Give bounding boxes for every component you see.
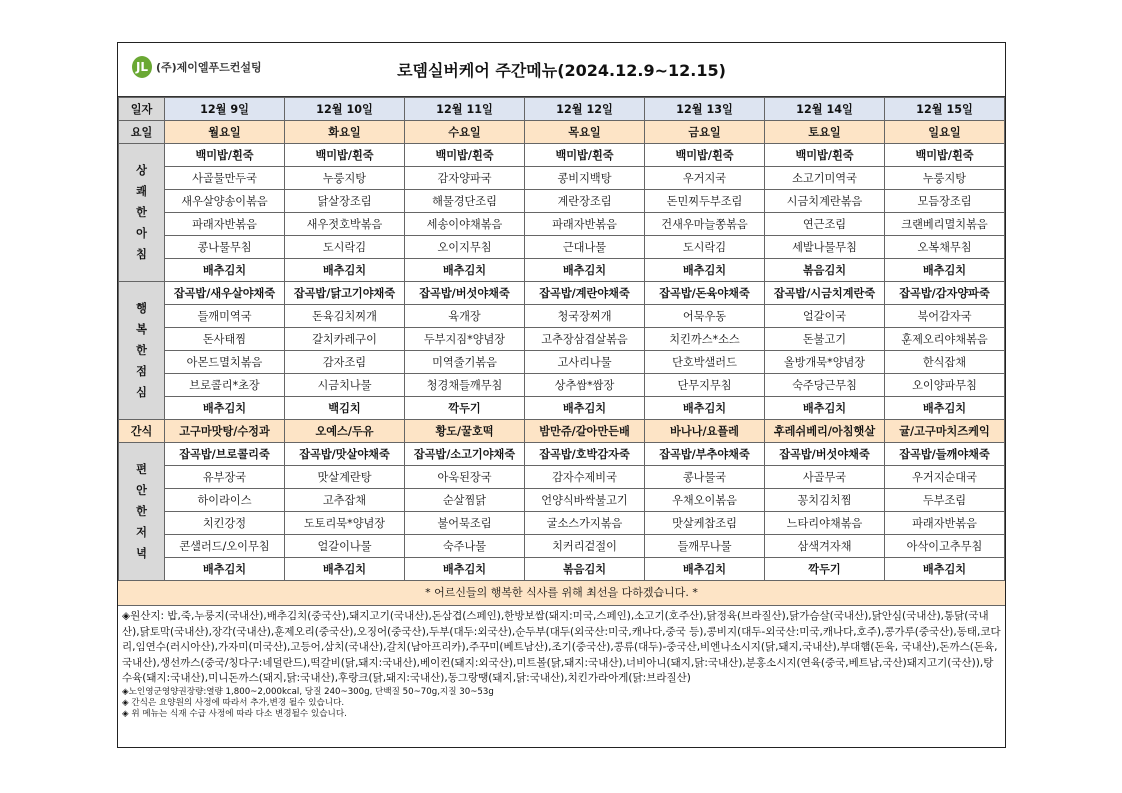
day-cell: 월요일	[165, 121, 285, 144]
breakfast-item: 사골물만두국	[165, 167, 285, 190]
dinner-item: 우거지순대국	[885, 466, 1005, 489]
dinner-item: 꽁치김치찜	[765, 489, 885, 512]
lunch-item: 잡곡밥/새우살야채죽	[165, 282, 285, 305]
lunch-item: 상추쌈*쌈장	[525, 374, 645, 397]
dinner-item: 파래자반볶음	[885, 512, 1005, 535]
breakfast-row	[119, 236, 1005, 259]
breakfast-item: 우거지국	[645, 167, 765, 190]
breakfast-item: 콩나물무침	[165, 236, 285, 259]
lunch-row	[119, 305, 1005, 328]
lunch-item: 얼갈이국	[765, 305, 885, 328]
dinner-item: 잡곡밥/맛살야채죽	[285, 443, 405, 466]
dinner-item: 굴소스가지볶음	[525, 512, 645, 535]
dinner-item: 잡곡밥/소고기야채죽	[405, 443, 525, 466]
lunch-item: 육개장	[405, 305, 525, 328]
day-cell: 수요일	[405, 121, 525, 144]
lunch-item: 배추김치	[525, 397, 645, 420]
dinner-item: 불어묵조림	[405, 512, 525, 535]
dinner-item: 콘샐러드/오이무침	[165, 535, 285, 558]
lunch-item: 잡곡밥/계란야채죽	[525, 282, 645, 305]
lunch-item: 배추김치	[885, 397, 1005, 420]
breakfast-item: 세발나물무침	[765, 236, 885, 259]
date-label: 일자	[119, 98, 165, 121]
lunch-item: 돈육김치찌개	[285, 305, 405, 328]
lunch-item: 청국장찌개	[525, 305, 645, 328]
lunch-row	[119, 397, 1005, 420]
dinner-item: 잡곡밥/버섯야채죽	[765, 443, 885, 466]
lunch-item: 감자조림	[285, 351, 405, 374]
breakfast-item: 파래자반볶음	[525, 213, 645, 236]
lunch-item: 아몬드멸치볶음	[165, 351, 285, 374]
date-cell: 12월 9일	[165, 98, 285, 121]
breakfast-item: 배추김치	[165, 259, 285, 282]
footer-notes	[118, 606, 1005, 723]
breakfast-item: 콩비지백탕	[525, 167, 645, 190]
lunch-item: 미역줄기볶음	[405, 351, 525, 374]
lunch-item: 배추김치	[765, 397, 885, 420]
lunch-item: 깍두기	[405, 397, 525, 420]
dinner-item: 배추김치	[645, 558, 765, 581]
dinner-item: 배추김치	[885, 558, 1005, 581]
breakfast-item: 세송이야채볶음	[405, 213, 525, 236]
lunch-label-char: 한	[136, 344, 147, 357]
lunch-item: 잡곡밥/버섯야채죽	[405, 282, 525, 305]
lunch-item: 올방개묵*양념장	[765, 351, 885, 374]
date-cell: 12월 12일	[525, 98, 645, 121]
breakfast-item: 배추김치	[405, 259, 525, 282]
breakfast-item: 감자양파국	[405, 167, 525, 190]
day-cell: 화요일	[285, 121, 405, 144]
dinner-item: 잡곡밥/브로콜리죽	[165, 443, 285, 466]
dinner-item: 두부조림	[885, 489, 1005, 512]
day-cell: 목요일	[525, 121, 645, 144]
dinner-item: 배추김치	[285, 558, 405, 581]
dinner-item: 사골무국	[765, 466, 885, 489]
breakfast-item: 닭살장조림	[285, 190, 405, 213]
breakfast-row	[119, 167, 1005, 190]
dinner-label-char: 저	[136, 526, 147, 539]
origin-info: ◈원산지: 밥,죽,누룽지(국내산),배추김치(중국산),돼지고기(국내산),돈삼겹(스페인),한방보쌈(돼지:미국,스페인),소고기(호주산),닭정육(브라질산),닭가슴살(국내산),닭안심(국내산),통닭(국내산),닭토막(국내산),장각(국내산),훈제오리(중국산),오징어(중국산),두부(대두:외국산),순두부(대두(외국산:미국,캐나다,중국 등),콩비지(대두-외국산:미국,캐나다,호주),콩가루(중국산),동태,코다리,임연수(러시아산),가자미(미국산),고등어,삼치(국내산),갈치(남아프리카),주꾸미(베트남산),조기(중국산),콩류(대두)-중국산,비엔나소시지(닭,돼지,국내산),부대햄(돈육, 국내산),돈까스(돈육,국내산),생선까스(중국/칭다구:네덜란드),떡갈비(닭,돼지:국내산),베이컨(돼지:외국산),미트볼(닭,돼지:국내산),너비아니(돼지,닭:국내산),분홍소시지(연육(중국,베트남,국산)돼지고기(국산)),탕수육(돼지:국내산),미니돈까스(돼지,닭:국내산),후랑크(닭,돼지:국내산),동그랑땡(돼지,닭:국내산),치킨가라아게(닭:브라질산)	[122, 610, 1001, 685]
breakfast-item: 배추김치	[885, 259, 1005, 282]
dinner-item: 우채오이볶음	[645, 489, 765, 512]
lunch-item: 고사리나물	[525, 351, 645, 374]
dinner-row	[119, 443, 1005, 466]
notice-banner: * 어르신들의 행복한 식사를 위해 최선을 다하겠습니다. *	[118, 581, 1005, 606]
lunch-item: 두부지짐*양념장	[405, 328, 525, 351]
breakfast-item: 배추김치	[285, 259, 405, 282]
snack-item: 후레쉬베리/아침햇살	[765, 420, 885, 443]
date-cell: 12월 15일	[885, 98, 1005, 121]
breakfast-item: 소고기미역국	[765, 167, 885, 190]
logo-mark-icon: JL	[132, 56, 152, 78]
breakfast-label-char: 쾌	[136, 185, 147, 198]
breakfast-item: 백미밥/흰죽	[765, 144, 885, 167]
dinner-item: 삼색겨자채	[765, 535, 885, 558]
breakfast-item: 연근조림	[765, 213, 885, 236]
lunch-item: 들깨미역국	[165, 305, 285, 328]
dinner-row	[119, 535, 1005, 558]
breakfast-label-char: 침	[136, 248, 147, 261]
breakfast-item: 오이지무침	[405, 236, 525, 259]
breakfast-item: 백미밥/흰죽	[885, 144, 1005, 167]
breakfast-item: 새우살양송이볶음	[165, 190, 285, 213]
dinner-row	[119, 466, 1005, 489]
dinner-item: 느타리야채볶음	[765, 512, 885, 535]
lunch-label-char: 점	[136, 365, 147, 378]
dinner-label-char: 안	[136, 484, 147, 497]
lunch-row	[119, 282, 1005, 305]
menu-change-note: ◈ 위 메뉴는 식재 수급 사정에 따라 다소 변경될수 있습니다.	[122, 708, 347, 719]
lunch-item: 배추김치	[165, 397, 285, 420]
snack-item: 바나나/요플레	[645, 420, 765, 443]
dinner-item: 고추잡채	[285, 489, 405, 512]
lunch-item: 오이양파무침	[885, 374, 1005, 397]
day-cell: 토요일	[765, 121, 885, 144]
dinner-item: 깍두기	[765, 558, 885, 581]
breakfast-item: 시금치계란볶음	[765, 190, 885, 213]
snack-item: 오예스/두유	[285, 420, 405, 443]
dinner-item: 순살찜닭	[405, 489, 525, 512]
lunch-item: 잡곡밥/돈육야채죽	[645, 282, 765, 305]
breakfast-item: 돈민찌두부조림	[645, 190, 765, 213]
dinner-item: 배추김치	[165, 558, 285, 581]
dinner-item: 맛살계란탕	[285, 466, 405, 489]
breakfast-label	[119, 144, 165, 282]
dinner-item: 치커리겉절이	[525, 535, 645, 558]
weekly-menu-table	[118, 97, 1005, 581]
breakfast-item: 백미밥/흰죽	[645, 144, 765, 167]
lunch-item: 잡곡밥/감자양파죽	[885, 282, 1005, 305]
dinner-item: 아삭이고추무침	[885, 535, 1005, 558]
date-cell: 12월 10일	[285, 98, 405, 121]
page-title: 로뎀실버케어 주간메뉴(2024.12.9~12.15)	[397, 61, 726, 80]
dinner-item: 맛살케찹조림	[645, 512, 765, 535]
lunch-item: 돈불고기	[765, 328, 885, 351]
breakfast-item: 배추김치	[645, 259, 765, 282]
lunch-item: 치킨까스*소스	[645, 328, 765, 351]
dinner-item: 하이라이스	[165, 489, 285, 512]
breakfast-item: 볶음김치	[765, 259, 885, 282]
lunch-item: 돈사태찜	[165, 328, 285, 351]
breakfast-item: 백미밥/흰죽	[405, 144, 525, 167]
lunch-item: 배추김치	[645, 397, 765, 420]
lunch-label-char: 심	[136, 386, 147, 399]
lunch-item: 단호박샐러드	[645, 351, 765, 374]
lunch-item: 청경채들깨무침	[405, 374, 525, 397]
date-cell: 12월 13일	[645, 98, 765, 121]
snack-item: 황도/꿀호떡	[405, 420, 525, 443]
day-cell: 일요일	[885, 121, 1005, 144]
breakfast-item: 파래자반볶음	[165, 213, 285, 236]
dinner-item: 잡곡밥/호박감자죽	[525, 443, 645, 466]
date-cell: 12월 14일	[765, 98, 885, 121]
days-row	[119, 121, 1005, 144]
snack-label: 간식	[119, 420, 165, 443]
breakfast-item: 모듬장조림	[885, 190, 1005, 213]
snack-row	[119, 420, 1005, 443]
dinner-item: 콩나물국	[645, 466, 765, 489]
snack-note: ◈ 간식은 요양원의 사정에 따라서 추가,변경 될수 있습니다.	[122, 697, 345, 708]
date-cell: 12월 11일	[405, 98, 525, 121]
menu-header	[118, 43, 1005, 97]
snack-item: 귤/고구마치즈케익	[885, 420, 1005, 443]
breakfast-item: 백미밥/흰죽	[285, 144, 405, 167]
lunch-item: 잡곡밥/시금치계란죽	[765, 282, 885, 305]
dinner-label-char: 편	[136, 463, 147, 476]
breakfast-row	[119, 259, 1005, 282]
lunch-item: 한식잡채	[885, 351, 1005, 374]
lunch-label	[119, 282, 165, 420]
nutrition-note: ◈노인영군영양권장량:열량 1,800~2,000kcal, 당질 240~300g, 단백질 50~70g,지질 30~53g	[122, 686, 494, 697]
snack-item: 고구마맛탕/수정과	[165, 420, 285, 443]
breakfast-item: 누룽지탕	[885, 167, 1005, 190]
dinner-row	[119, 512, 1005, 535]
breakfast-item: 계란장조림	[525, 190, 645, 213]
dinner-label-char: 한	[136, 505, 147, 518]
dinner-label-char: 녁	[136, 547, 147, 560]
breakfast-item: 오복채무침	[885, 236, 1005, 259]
breakfast-item: 도시락김	[285, 236, 405, 259]
lunch-item: 시금치나물	[285, 374, 405, 397]
lunch-row	[119, 328, 1005, 351]
breakfast-item: 배추김치	[525, 259, 645, 282]
day-cell: 금요일	[645, 121, 765, 144]
dinner-item: 들깨무나물	[645, 535, 765, 558]
lunch-item: 갈치카레구이	[285, 328, 405, 351]
dinner-item: 얼갈이나물	[285, 535, 405, 558]
dinner-item: 유부장국	[165, 466, 285, 489]
breakfast-item: 도시락김	[645, 236, 765, 259]
dinner-item: 숙주나물	[405, 535, 525, 558]
dinner-item: 볶음김치	[525, 558, 645, 581]
dinner-label	[119, 443, 165, 581]
breakfast-item: 백미밥/흰죽	[165, 144, 285, 167]
lunch-item: 백김치	[285, 397, 405, 420]
dinner-item: 잡곡밥/들깨야채죽	[885, 443, 1005, 466]
day-label: 요일	[119, 121, 165, 144]
dinner-row	[119, 489, 1005, 512]
snack-item: 밤만쥬/갈아만든배	[525, 420, 645, 443]
dinner-item: 도토리묵*양념장	[285, 512, 405, 535]
breakfast-item: 건새우마늘쫑볶음	[645, 213, 765, 236]
breakfast-item: 크랜베리멸치볶음	[885, 213, 1005, 236]
lunch-label-char: 복	[136, 323, 147, 336]
lunch-row	[119, 351, 1005, 374]
breakfast-label-char: 상	[136, 164, 147, 177]
lunch-item: 잡곡밥/닭고기야채죽	[285, 282, 405, 305]
breakfast-item: 백미밥/흰죽	[525, 144, 645, 167]
dinner-item: 치킨강정	[165, 512, 285, 535]
breakfast-row	[119, 144, 1005, 167]
breakfast-item: 누룽지탕	[285, 167, 405, 190]
lunch-item: 브로콜리*초장	[165, 374, 285, 397]
breakfast-label-char: 아	[136, 227, 147, 240]
lunch-label-char: 행	[136, 302, 147, 315]
dinner-item: 감자수제비국	[525, 466, 645, 489]
dinner-item: 잡곡밥/부추야채죽	[645, 443, 765, 466]
dinner-item: 배추김치	[405, 558, 525, 581]
dinner-item: 아욱된장국	[405, 466, 525, 489]
lunch-row	[119, 374, 1005, 397]
breakfast-item: 새우젓호박볶음	[285, 213, 405, 236]
dinner-item: 언양식바싹불고기	[525, 489, 645, 512]
breakfast-item: 해물경단조림	[405, 190, 525, 213]
menu-sheet	[117, 42, 1006, 748]
breakfast-row	[119, 190, 1005, 213]
lunch-item: 훈제오리야채볶음	[885, 328, 1005, 351]
breakfast-item: 근대나물	[525, 236, 645, 259]
breakfast-label-char: 한	[136, 206, 147, 219]
dates-row	[119, 98, 1005, 121]
breakfast-row	[119, 213, 1005, 236]
dinner-row	[119, 558, 1005, 581]
company-name: (주)제이엘푸드컨설팅	[156, 61, 262, 74]
lunch-item: 북어감자국	[885, 305, 1005, 328]
lunch-item: 고추장삼겹살볶음	[525, 328, 645, 351]
lunch-item: 단무지무침	[645, 374, 765, 397]
lunch-item: 어묵우동	[645, 305, 765, 328]
lunch-item: 숙주당근무침	[765, 374, 885, 397]
